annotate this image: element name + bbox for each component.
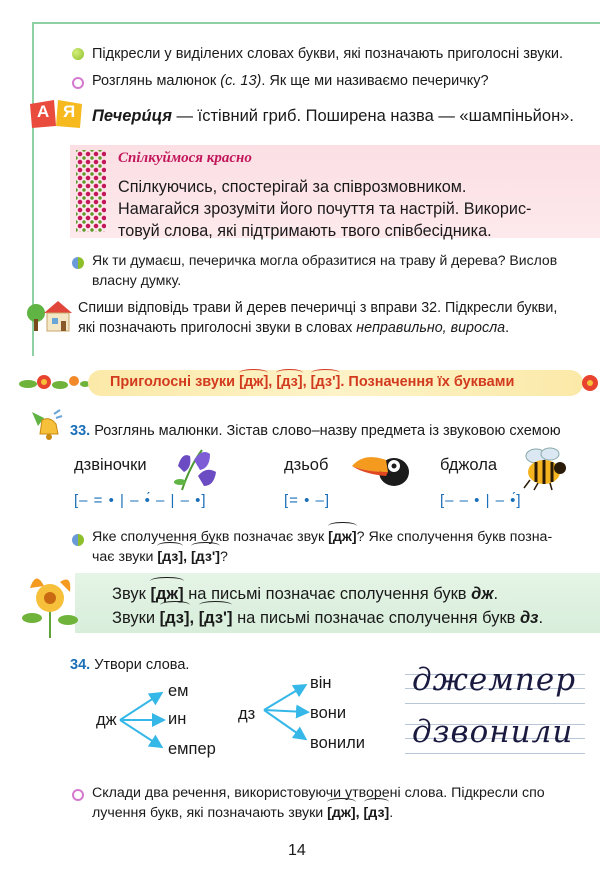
- exercise-34-instruction: 34. Утвори слова.: [70, 657, 190, 673]
- bell-icon: [28, 408, 64, 444]
- blue-green-bullet-icon: [72, 257, 84, 269]
- arrows-dz-icon: [262, 680, 314, 744]
- bellflower-icon: [172, 446, 220, 492]
- dictionary-icon: А Я: [28, 98, 84, 128]
- ending-yn: ин: [168, 710, 187, 728]
- blue-green-bullet-icon: [72, 534, 84, 546]
- root-dz: дз: [238, 705, 256, 723]
- flower-ornament-left-icon: [18, 370, 90, 396]
- house-homework-icon: [26, 297, 72, 333]
- arrows-dzh-icon: [118, 688, 170, 752]
- pink-ring-bullet-icon: [72, 77, 84, 89]
- flower-ornament-right-icon: [580, 370, 600, 396]
- topic-banner: [18, 368, 598, 398]
- bee-icon: [518, 446, 570, 490]
- ending-vin: він: [310, 674, 332, 692]
- writing-line: [405, 703, 585, 704]
- ending-em: ем: [168, 682, 189, 700]
- speak-nicely-title: Спілкуймося красно: [118, 150, 252, 166]
- scheme-1: [– = • | – •́ – | – •]: [74, 492, 207, 509]
- ending-emper: емпер: [168, 740, 216, 758]
- toucan-icon: [350, 450, 412, 490]
- speak-nicely-text: Спілкуючись, спостерігай за співрозмовником. Намагайся зрозуміти його почуття та настрій. Викорис- товуй слова, які підтримають твого співбесідника.: [118, 178, 532, 240]
- dictionary-entry: Печери́ця — їстівний гриб. Поширена назва — «шампіньйон».: [92, 107, 574, 125]
- ending-vony: вони: [310, 704, 347, 722]
- handwritten-word-2: дзвонили: [412, 714, 574, 750]
- root-dzh: дж: [96, 711, 117, 729]
- question-letter-combination: Яке сполучення букв позначає звук [дж]? Яке сполучення букв позна- чає звуки [дз], [дз']?: [92, 529, 553, 565]
- page-number: 14: [288, 842, 306, 859]
- pink-ring-bullet-icon: [72, 789, 84, 801]
- flower-bouquet-icon: [20, 568, 80, 640]
- question-opinion: Як ти думаєш, печеричка могла образитися на траву й дерева? Вислов власну думку.: [92, 252, 558, 288]
- scheme-2: [= • –]: [284, 492, 331, 509]
- topic-title: Приголосні звуки [дж], [дз], [дз']. Позначення їх буквами: [110, 374, 515, 390]
- word-dzob: дзьоб: [284, 456, 329, 474]
- word-dzvinochky: дзвіночки: [74, 456, 147, 474]
- homework-task: Спиши відповідь трави й дерев печеричці з вправи 32. Підкресли букви, які позначають приголосні звуки в словах неправильно, виросла.: [78, 300, 558, 336]
- word-bdzhola: бджола: [440, 456, 497, 474]
- embroidery-ornament-icon: [76, 150, 106, 232]
- task-look-picture: Розглянь малюнок (с. 13). Як ще ми називаємо печеричку?: [92, 73, 489, 89]
- rule-text: Звук [дж] на письмі позначає сполучення букв дж. Звуки [дз], [дз'] на письмі позначає сполучення букв дз.: [112, 582, 543, 630]
- green-bullet-icon: [72, 48, 84, 60]
- ending-vonyly: вонили: [310, 734, 365, 752]
- task-underline: Підкресли у виділених словах букви, які позначають приголосні звуки.: [92, 46, 564, 62]
- writing-line: [405, 753, 585, 754]
- handwritten-word-1: джемпер: [412, 662, 577, 698]
- exercise-33-instruction: 33. Розглянь малюнки. Зістав слово–назву предмета із звуковою схемою: [70, 423, 561, 439]
- task-compose-sentences: Склади два речення, використовуючи утворені слова. Підкресли спо лучення букв, які позначають звуки [дж], [дз].: [92, 785, 545, 821]
- scheme-3: [– – • | – •́]: [440, 492, 522, 509]
